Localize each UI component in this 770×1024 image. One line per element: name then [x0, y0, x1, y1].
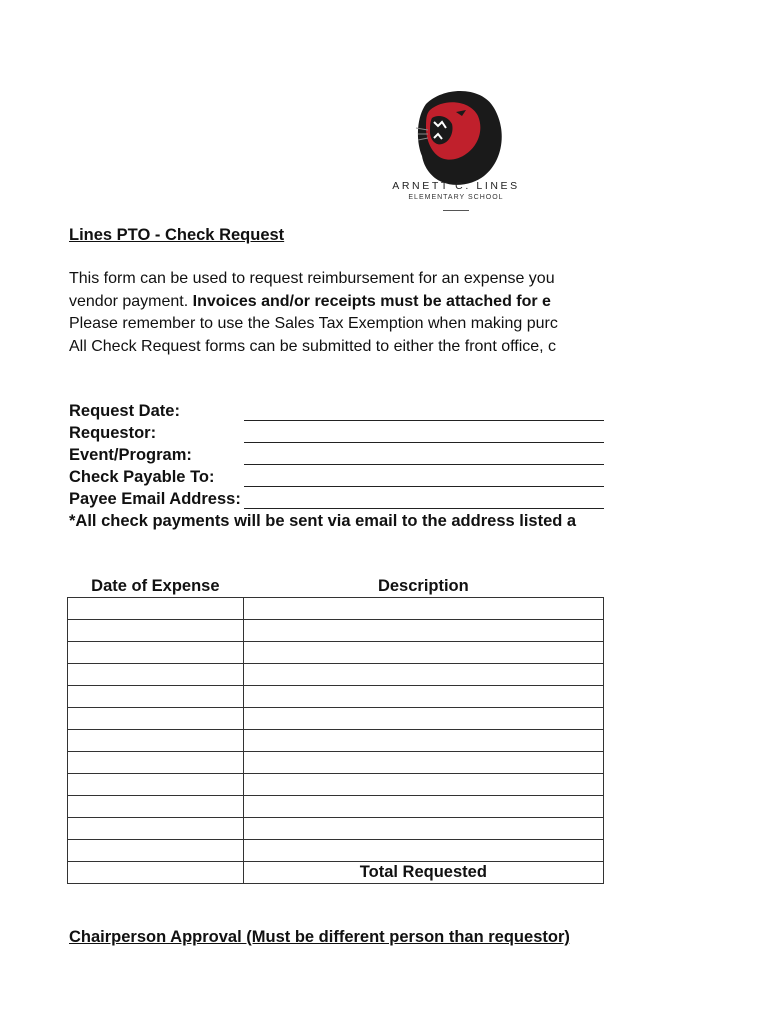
table-row: [68, 840, 604, 862]
field-check-payable-to: [69, 466, 576, 488]
expense-description-cell[interactable]: [243, 840, 603, 862]
expense-description-cell[interactable]: [243, 686, 603, 708]
expense-date-cell[interactable]: [68, 818, 244, 840]
expense-date-cell[interactable]: [68, 664, 244, 686]
expense-date-cell[interactable]: [68, 686, 244, 708]
expense-date-cell[interactable]: [68, 840, 244, 862]
expense-description-cell[interactable]: [243, 620, 603, 642]
email-note: *All check payments will be sent via email to the address listed a: [69, 512, 577, 530]
expense-description-cell[interactable]: [243, 774, 603, 796]
expense-description-cell[interactable]: [243, 796, 603, 818]
expense-description-cell[interactable]: [243, 752, 603, 774]
expense-description-cell[interactable]: [243, 708, 603, 730]
event-program-input[interactable]: [244, 464, 604, 465]
intro-line-4: All Check Request forms can be submitted to either the front office, c: [69, 337, 557, 355]
form-title: Lines PTO - Check Request: [69, 226, 285, 244]
expense-date-cell[interactable]: [68, 642, 244, 664]
payee-email-input[interactable]: [244, 508, 604, 509]
table-row: [68, 796, 604, 818]
table-row: [68, 752, 604, 774]
field-label: Request Date:: [69, 402, 180, 420]
expense-table: [67, 575, 604, 884]
chairperson-approval-heading: Chairperson Approval (Must be different person than requestor): [69, 928, 570, 946]
field-event-program: [69, 444, 576, 466]
intro-line-1: This form can be used to request reimbursement for an expense you: [69, 270, 555, 287]
expense-date-cell[interactable]: [68, 620, 244, 642]
lion-mascot-icon: [386, 84, 526, 224]
total-row: [68, 862, 604, 884]
total-requested-label: Total Requested: [243, 862, 603, 884]
table-row: [68, 818, 604, 840]
header-description: Description: [377, 576, 469, 595]
table-row: [68, 598, 604, 620]
expense-description-cell[interactable]: [243, 818, 603, 840]
field-label: Requestor:: [69, 424, 157, 442]
table-row: [68, 620, 604, 642]
field-requestor: [69, 422, 576, 444]
expense-description-cell[interactable]: [243, 664, 603, 686]
school-subtitle: ELEMENTARY SCHOOL: [408, 194, 504, 201]
intro-line-3: Please remember to use the Sales Tax Exemption when making purc: [69, 315, 558, 332]
logo-divider: [443, 210, 469, 211]
expense-date-cell[interactable]: [68, 796, 244, 818]
table-row: [68, 774, 604, 796]
field-label: Check Payable To:: [69, 468, 215, 486]
field-request-date: [69, 400, 576, 422]
school-name: ARNETT C. LINES: [392, 180, 520, 192]
requestor-input[interactable]: [244, 442, 604, 443]
expense-description-cell[interactable]: [243, 598, 603, 620]
expense-date-cell[interactable]: [68, 774, 244, 796]
check-payable-to-input[interactable]: [244, 486, 604, 487]
table-row: [68, 686, 604, 708]
field-label: Event/Program:: [69, 446, 192, 464]
expense-description-cell[interactable]: [243, 730, 603, 752]
intro-line-2: [69, 291, 558, 314]
table-header-row: [68, 575, 604, 598]
field-label: Payee Email Address:: [69, 490, 241, 508]
field-payee-email: [69, 488, 576, 510]
expense-date-cell[interactable]: [68, 752, 244, 774]
request-fields: [69, 400, 576, 532]
table-row: [68, 642, 604, 664]
request-date-input[interactable]: [244, 420, 604, 421]
expense-table-body: [68, 598, 604, 862]
table-row: [68, 664, 604, 686]
intro-line-2-plain: vendor payment.: [69, 292, 193, 310]
intro-paragraph: [69, 268, 558, 358]
total-empty-cell: [68, 862, 244, 884]
expense-date-cell[interactable]: [68, 708, 244, 730]
table-row: [68, 708, 604, 730]
expense-description-cell[interactable]: [243, 642, 603, 664]
intro-line-2-bold: Invoices and/or receipts must be attached for e: [192, 292, 551, 310]
expense-date-cell[interactable]: [68, 598, 244, 620]
expense-date-cell[interactable]: [68, 730, 244, 752]
table-row: [68, 730, 604, 752]
header-date-of-expense: Date of Expense: [91, 576, 220, 595]
